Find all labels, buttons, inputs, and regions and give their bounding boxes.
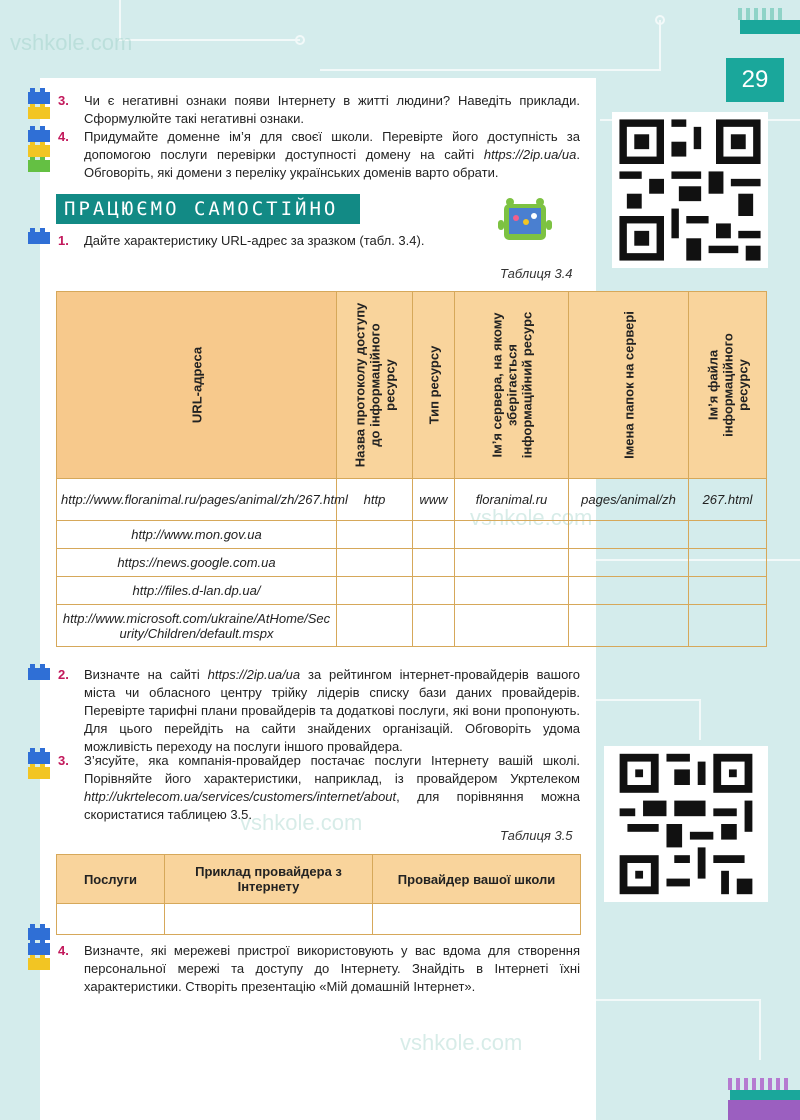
task-number: 2. [58,667,69,682]
column-header: Ім’я файла інформаційного ресурсу [689,292,767,479]
watermark: vshkole.com [240,810,363,835]
task-number: 1. [58,233,69,248]
link[interactable]: https://2ip.ua/ua [207,667,301,682]
column-header: Імена папок на сервері [569,292,689,479]
watermark: vshkole.com [10,30,133,55]
column-header: URL-адреса [57,292,337,479]
task-text: Чи є негативні ознаки появи Інтернету в житті людини? Наведіть приклади. Сформулюйте такі негативні ознаки. [84,93,580,126]
table-caption: Таблиця 3.5 [500,828,573,843]
task-1 [58,232,580,250]
table-row: http://www.microsoft.com/ukraine/AtHome/Security/Children/default.mspx [57,605,767,647]
table-row: http://www.floranimal.ru/pages/animal/zh/267.html http www floranimal.ru pages/animal/zh 267.html [57,479,767,521]
url-table [56,291,767,647]
lego-blocks-icon [26,924,52,974]
task-2 [58,666,580,756]
column-header: Послуги [57,855,165,904]
column-header: Тип ресурсу [413,292,455,479]
task-text: Придумайте доменне ім’я для своєї школи. Перевірте його доступність за допомогою послуги перевірки доступності домену на сайті https://2ip.ua/ua. Обговоріть, які домени з переліку українських доменів варто обрати. [84,129,580,180]
section-heading: ПРАЦЮЄМО САМОСТІЙНО [56,194,360,224]
lego-blocks-icon [26,88,52,122]
table-caption: Таблиця 3.4 [500,266,573,281]
watermark: vshkole.com [400,1030,523,1055]
table-header-row [57,292,767,479]
task-text: Визначте, які мережеві пристрої використовують у вас вдома для створення персональної мережі та доступу до Інтернету. Знайдіть в Інтернеті їхні характеристики. Створіть презентацію «Мій домашній Інтернет». [84,943,580,994]
task-number: 4. [58,943,69,958]
column-header: Приклад провайдера з Інтернету [165,855,373,904]
qr-code-icon [612,112,768,268]
link[interactable]: https://2ip.ua/ua [483,147,577,162]
lego-blocks-icon [26,748,52,782]
task-4-top [58,128,580,182]
task-3 [58,752,580,824]
task-number: 3. [58,93,69,108]
task-text: Дайте характеристику URL-адрес за зразком (табл. 3.4). [84,233,425,248]
table-row: https://news.google.com.ua [57,549,767,577]
link[interactable]: http://ukrtelecom.ua/services/customers/internet/about [84,789,397,804]
task-text: Визначте на сайті https://2ip.ua/ua за рейтингом інтернет-провайдерів вашого міста чи обласного центру трійку лідерів списку бази даних провайдерів. Перевірте тарифні плани провайдерів та додаткові послуги, які вони пропонують. Для цього перейдіть на сайти знайдених організацій. Обговоріть удома можливість переходу на послуги іншого провайдера. [84,667,580,754]
task-number: 3. [58,753,69,768]
column-header: Ім’я сервера, на якому зберігається інформаційний ресурс [455,292,569,479]
table-row: http://www.mon.gov.ua [57,521,767,549]
page-number: 29 [726,58,784,102]
task-3-top [58,92,580,128]
column-header: Назва протоколу доступу до інформаційного ресурсу [337,292,413,479]
table-row [57,904,581,935]
provider-table [56,854,581,935]
lego-blocks-icon [26,126,52,176]
lego-blocks-icon [26,228,52,248]
task-number: 4. [58,129,69,144]
lego-blocks-icon [26,664,52,684]
watermark: vshkole.com [470,505,593,530]
column-header: Провайдер вашої школи [373,855,581,904]
task-text: З’ясуйте, яка компанія-провайдер постачає послуги Інтернету вашій школі. Порівняйте його характеристики, наприклад, із провайдером Укртелеком http://ukrtelecom.ua/services/customers/internet/about, для порівняння можна скористатися таблицею 3.5. [84,753,580,822]
table-row: http://files.d-lan.dp.ua/ [57,577,767,605]
qr-code-icon [604,746,768,902]
task-4 [58,942,580,996]
table-header-row [57,855,581,904]
